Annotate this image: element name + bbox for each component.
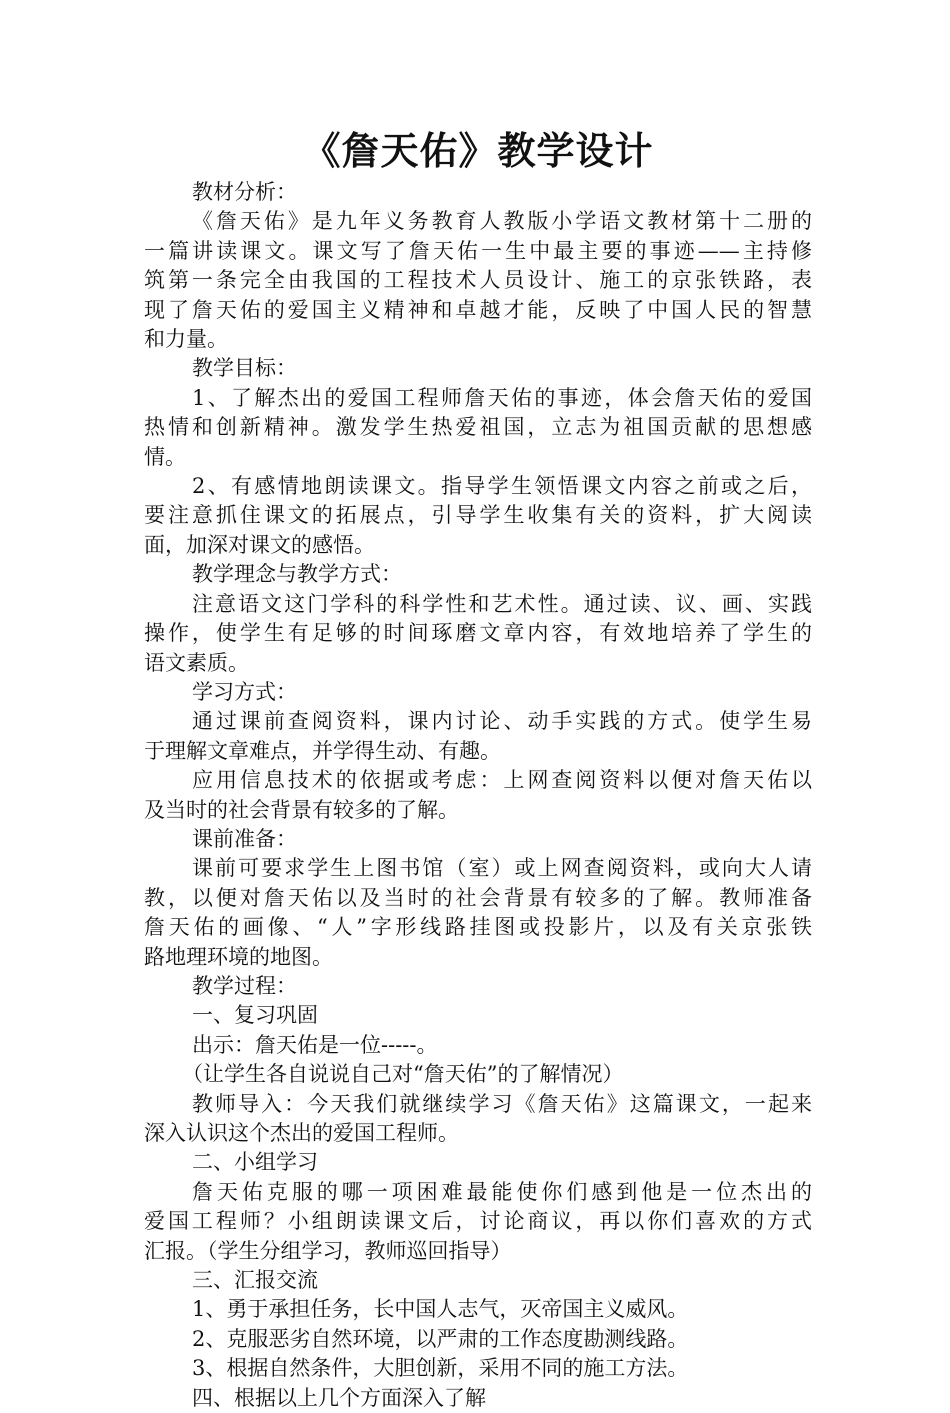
list-item: 1、勇于承担任务，长中国人志气，灭帝国主义威风。 <box>192 1297 689 1322</box>
heading-learning-method: 学习方式： <box>192 679 297 704</box>
paragraph-line: 及当时的社会背景有较多的了解。 <box>144 797 459 822</box>
heading-teaching-goals: 教学目标： <box>192 356 297 381</box>
heading-textbook-analysis: 教材分析： <box>192 180 297 204</box>
paragraph-line: 教师导入：今天我们就继续学习《詹天佑》这篇课文，一起来 <box>192 1091 812 1116</box>
paragraph-line: 詹天佑的画像、“人”字形线路挂图或投影片，以及有关京张铁 <box>144 915 812 940</box>
paragraph-line: 爱国工程师？小组朗读课文后，讨论商议，再以你们喜欢的方式 <box>144 1209 812 1234</box>
heading-teaching-philosophy: 教学理念与教学方式： <box>192 562 402 587</box>
paragraph-line: 詹天佑克服的哪一项困难最能使你们感到他是一位杰出的 <box>192 1179 812 1204</box>
paragraph-line: 深入认识这个杰出的爱国工程师。 <box>144 1121 459 1145</box>
paragraph-line: 课前可要求学生上图书馆（室）或上网查阅资料，或向大人请 <box>192 856 812 881</box>
paragraph-line: 要注意抓住课文的拓展点，引导学生收集有关的资料，扩大阅读 <box>144 503 812 528</box>
paragraph-line: 热情和创新精神。激发学生热爱祖国，立志为祖国贡献的思想感 <box>144 415 812 440</box>
paragraph-line: 路地理环境的地图。 <box>144 944 333 969</box>
paragraph-line: （让学生各自说说自己对“詹天佑”的了解情况） <box>182 1062 624 1087</box>
section-heading-report: 三、汇报交流 <box>192 1268 318 1293</box>
section-heading-deeper: 四、根据以上几个方面深入了解 <box>192 1385 486 1410</box>
paragraph-line: 操作，使学生有足够的时间琢磨文章内容，有效地培养了学生的 <box>144 621 812 646</box>
document-title: 《詹天佑》教学设计 <box>302 128 654 173</box>
paragraph-line: 一篇讲读课文。课文写了詹天佑一生中最主要的事迹——主持修 <box>144 238 812 263</box>
paragraph-line: 汇报。（学生分组学习，教师巡回指导） <box>144 1238 512 1263</box>
paragraph-line: 通过课前查阅资料，课内讨论、动手实践的方式。使学生易 <box>192 709 812 734</box>
list-item: 2、克服恶劣自然环境，以严肃的工作态度勘测线路。 <box>192 1326 689 1351</box>
paragraph-line: 语文素质。 <box>144 650 249 675</box>
paragraph-line: 出示：詹天佑是一位-----。 <box>192 1032 438 1057</box>
paragraph-line: 注意语文这门学科的科学性和艺术性。通过读、议、画、实践 <box>192 591 812 616</box>
paragraph-line: 《詹天佑》是九年义务教育人教版小学语文教材第十二册的 <box>192 209 812 234</box>
paragraph-line: 现了詹天佑的爱国主义精神和卓越才能，反映了中国人民的智慧 <box>144 297 812 322</box>
paragraph-line: 1、了解杰出的爱国工程师詹天佑的事迹，体会詹天佑的爱国 <box>192 385 812 410</box>
paragraph-line: 应用信息技术的依据或考虑：上网查阅资料以便对詹天佑以 <box>192 768 812 793</box>
paragraph-line: 2、有感情地朗读课文。指导学生领悟课文内容之前或之后， <box>192 474 812 499</box>
section-heading-group-study: 二、小组学习 <box>192 1150 318 1175</box>
paragraph-line: 面，加深对课文的感悟。 <box>144 532 375 557</box>
paragraph-line: 情。 <box>144 444 186 469</box>
paragraph-line: 教，以便对詹天佑以及当时的社会背景有较多的了解。教师准备 <box>144 885 812 910</box>
paragraph-line: 和力量。 <box>144 327 228 352</box>
section-heading-review: 一、复习巩固 <box>192 1003 318 1028</box>
paragraph-line: 于理解文章难点，并学得生动、有趣。 <box>144 738 501 763</box>
document-body <box>144 178 812 1413</box>
list-item: 3、根据自然条件，大胆创新，采用不同的施工方法。 <box>192 1356 689 1381</box>
heading-preparation: 课前准备： <box>192 826 297 851</box>
paragraph-line: 筑第一条完全由我国的工程技术人员设计、施工的京张铁路，表 <box>144 268 812 293</box>
heading-teaching-process: 教学过程： <box>192 973 297 998</box>
